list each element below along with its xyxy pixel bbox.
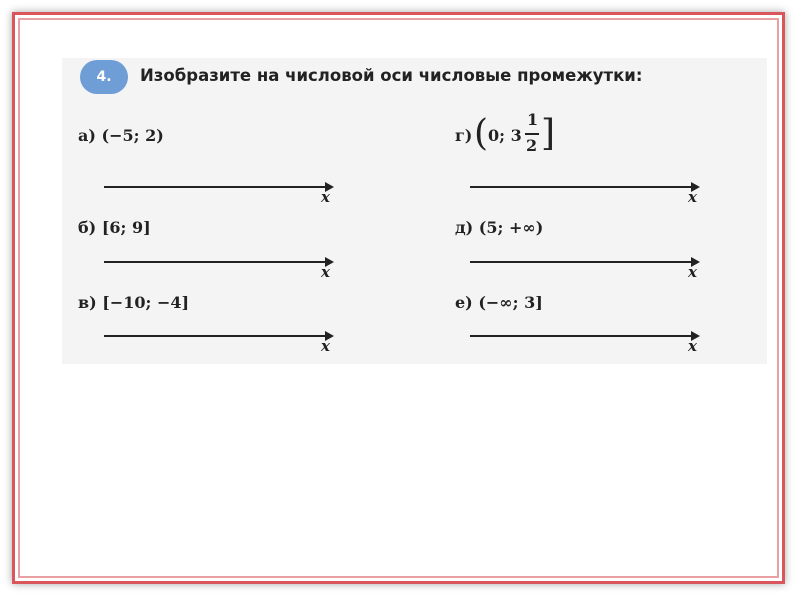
- item-c-axis: [104, 335, 332, 337]
- item-g-axis-x: x: [688, 188, 697, 206]
- item-c-label: в) [−10; −4]: [78, 293, 190, 312]
- item-g-frac-num: 1: [527, 110, 539, 129]
- item-g-open-paren: (: [474, 113, 489, 154]
- item-e-label: е) (−∞; 3]: [455, 293, 543, 312]
- item-e-axis: [470, 335, 698, 337]
- item-g-axis: [470, 186, 698, 188]
- item-b-label: б) [6; 9]: [78, 218, 151, 237]
- item-b-axis-x: x: [321, 263, 330, 281]
- item-a-axis-x: x: [321, 188, 330, 206]
- item-b-axis: [104, 261, 332, 263]
- item-e-axis-x: x: [688, 337, 697, 355]
- item-g-close-bracket: ]: [541, 113, 556, 154]
- task-title: Изобразите на числовой оси числовые промежутки:: [140, 66, 643, 85]
- item-a-label: а) (−5; 2): [78, 126, 164, 145]
- item-c-axis-x: x: [321, 337, 330, 355]
- item-g-main: 0; 3: [488, 126, 522, 145]
- task-number-badge: 4.: [80, 60, 128, 94]
- item-d-label: д) (5; +∞): [455, 218, 544, 237]
- item-g-frac-den: 2: [526, 136, 538, 155]
- item-d-axis: [470, 261, 698, 263]
- item-g-frac-line: [525, 133, 539, 135]
- exercise-panel: [62, 58, 767, 364]
- item-d-axis-x: x: [688, 263, 697, 281]
- item-g-prefix: г): [455, 126, 473, 145]
- item-a-axis: [104, 186, 332, 188]
